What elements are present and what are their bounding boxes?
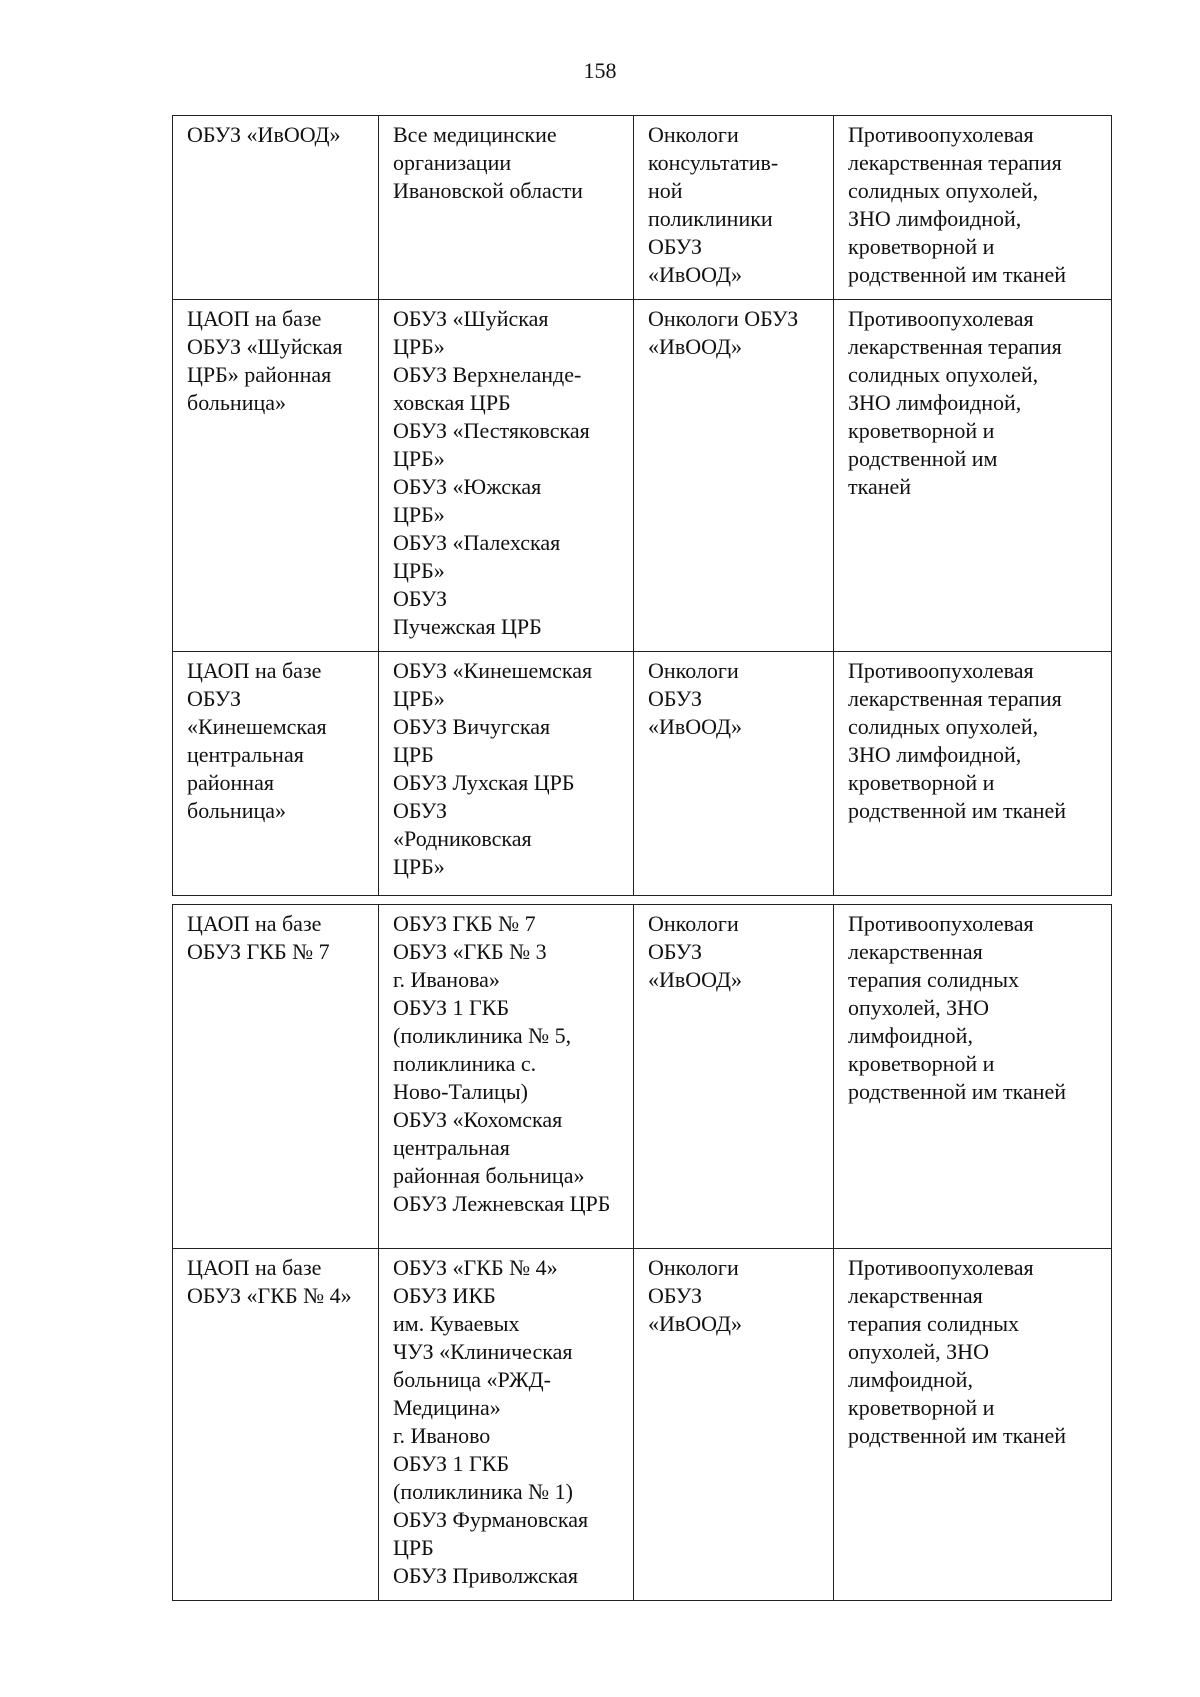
center-cell: ЦАОП на базе ОБУЗ «ГКБ № 4» — [173, 1249, 379, 1601]
therapy-cell: Противоопухолевая лекарственная терапия солидных опухолей, ЗНО лимфоидной, кроветворной и родственной им тканей — [834, 300, 1112, 652]
center-cell: ЦАОП на базе ОБУЗ «Шуйская ЦРБ» районная больница» — [173, 300, 379, 652]
specialists-cell: Онкологи ОБУЗ «ИвООД» — [634, 652, 834, 896]
organizations-cell: ОБУЗ «Кинешемская ЦРБ» ОБУЗ Вичугская ЦРБ ОБУЗ Лухская ЦРБ ОБУЗ «Родниковская ЦРБ» — [379, 652, 634, 896]
therapy-cell: Противоопухолевая лекарственная терапия солидных опухолей, ЗНО лимфоидной, кроветворной и родственной им тканей — [834, 116, 1112, 300]
table-row — [173, 116, 1112, 300]
organizations-cell: ОБУЗ ГКБ № 7 ОБУЗ «ГКБ № 3 г. Иванова» ОБУЗ 1 ГКБ (поликлиника № 5, поликлиника с. Ново-Талицы) ОБУЗ «Кохомская центральная районная больница» ОБУЗ Лежневская ЦРБ — [379, 905, 634, 1249]
page-number: 158 — [583, 58, 617, 83]
organizations-cell: ОБУЗ «ГКБ № 4» ОБУЗ ИКБ им. Куваевых ЧУЗ «Клиническая больница «РЖД- Медицина» г. Иваново ОБУЗ 1 ГКБ (поликлиника № 1) ОБУЗ Фурмановская ЦРБ ОБУЗ Приволжская — [379, 1249, 634, 1601]
table-row — [173, 905, 1112, 1249]
table-row — [173, 652, 1112, 896]
therapy-cell: Противоопухолевая лекарственная терапия солидных опухолей, ЗНО лимфоидной, кроветворной и родственной им тканей — [834, 652, 1112, 896]
oncology-centers-table-part-2 — [172, 904, 1112, 1601]
center-cell: ЦАОП на базе ОБУЗ «Кинешемская центральная районная больница» — [173, 652, 379, 896]
center-cell: ОБУЗ «ИвООД» — [173, 116, 379, 300]
specialists-cell: Онкологи консультатив- ной поликлиники ОБУЗ «ИвООД» — [634, 116, 834, 300]
organizations-cell: Все медицинские организации Ивановской области — [379, 116, 634, 300]
specialists-cell: Онкологи ОБУЗ «ИвООД» — [634, 300, 834, 652]
center-cell: ЦАОП на базе ОБУЗ ГКБ № 7 — [173, 905, 379, 1249]
specialists-cell: Онкологи ОБУЗ «ИвООД» — [634, 1249, 834, 1601]
table-row — [173, 1249, 1112, 1601]
specialists-cell: Онкологи ОБУЗ «ИвООД» — [634, 905, 834, 1249]
therapy-cell: Противоопухолевая лекарственная терапия солидных опухолей, ЗНО лимфоидной, кроветворной и родственной им тканей — [834, 1249, 1112, 1601]
organizations-cell: ОБУЗ «Шуйская ЦРБ» ОБУЗ Верхнеланде- ховская ЦРБ ОБУЗ «Пестяковская ЦРБ» ОБУЗ «Южская ЦРБ» ОБУЗ «Палехская ЦРБ» ОБУЗ Пучежская ЦРБ — [379, 300, 634, 652]
oncology-centers-table-part-1 — [172, 115, 1112, 896]
therapy-cell: Противоопухолевая лекарственная терапия солидных опухолей, ЗНО лимфоидной, кроветворной и родственной им тканей — [834, 905, 1112, 1249]
table-row — [173, 300, 1112, 652]
